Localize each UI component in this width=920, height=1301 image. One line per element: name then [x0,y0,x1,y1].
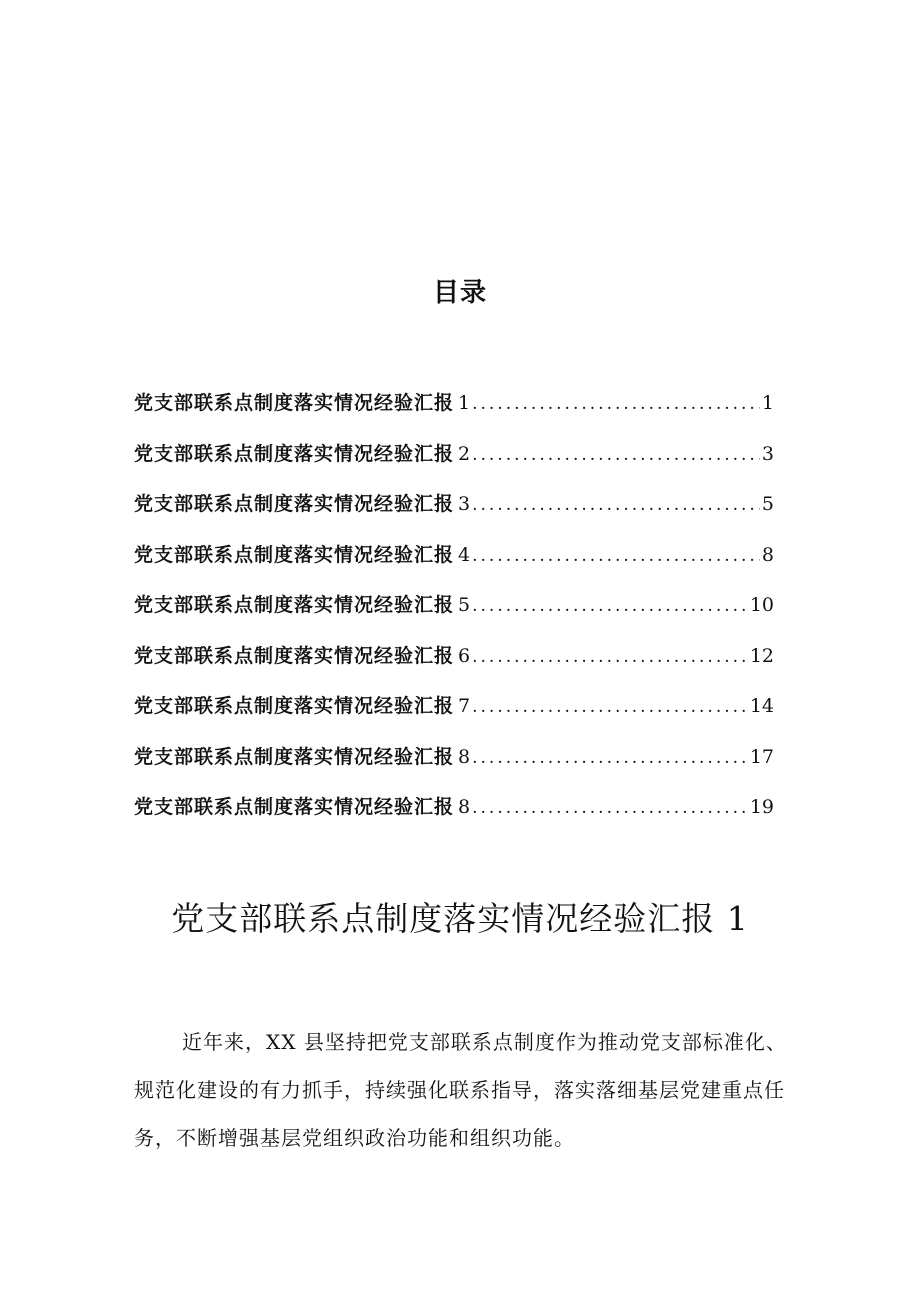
toc-item-number: 7 [458,695,471,717]
toc-item[interactable] [134,742,774,793]
toc-dot-leader [472,798,748,818]
toc-item-text: 党支部联系点制度落实情况经验汇报 [134,442,455,465]
body-paragraph: 近年来，XX 县坚持把党支部联系点制度作为推动党支部标准化、规范化建设的有力抓手，持续强化联系指导，落实落细基层党建重点任务，不断增强基层党组织政治功能和组织功能。 [134,1030,787,1150]
toc-page-number: 10 [749,594,774,616]
toc-page-number: 8 [761,543,774,566]
toc-page-number: 12 [749,644,774,667]
toc-page-number: 1 [761,392,774,414]
toc-item-text: 党支部联系点制度落实情况经验汇报 [134,745,455,768]
toc-item-text: 党支部联系点制度落实情况经验汇报 [134,796,455,818]
toc-item[interactable] [134,590,774,641]
toc-item-number: 8 [458,745,471,768]
toc-page-number: 3 [761,442,774,465]
toc-item-number: 8 [458,796,471,818]
toc-item-number: 1 [458,392,471,414]
toc-dot-leader [472,546,760,566]
toc-dot-leader [472,596,748,616]
document-title: 党支部联系点制度落实情况经验汇报 1 [171,899,749,938]
toc-dot-leader [472,445,760,465]
toc-item[interactable] [134,540,774,591]
toc-item-text: 党支部联系点制度落实情况经验汇报 [134,493,455,515]
toc-item-number: 6 [458,644,471,667]
toc-item-number: 3 [458,493,471,515]
toc-item-text: 党支部联系点制度落实情况经验汇报 [134,695,455,717]
toc-item[interactable] [134,388,774,439]
toc-item[interactable] [134,641,774,692]
toc-item[interactable] [134,439,774,490]
toc-dot-leader [472,647,748,667]
toc-item-text: 党支部联系点制度落实情况经验汇报 [134,392,455,414]
toc-item-number: 4 [458,543,471,566]
toc-item[interactable] [134,489,774,540]
toc-item[interactable] [134,792,774,843]
toc-item-number: 2 [458,442,471,465]
toc-page-number: 19 [749,796,774,818]
toc-page-number: 14 [749,695,774,717]
toc-list [134,388,774,843]
toc-item-text: 党支部联系点制度落实情况经验汇报 [134,543,455,566]
toc-item-text: 党支部联系点制度落实情况经验汇报 [134,594,455,616]
toc-dot-leader [472,748,748,768]
toc-dot-leader [472,697,748,717]
toc-page-number: 17 [749,745,774,768]
toc-page-number: 5 [761,493,774,515]
toc-item[interactable] [134,691,774,742]
toc-dot-leader [472,394,760,414]
toc-item-text: 党支部联系点制度落实情况经验汇报 [134,644,455,667]
toc-title: 目录 [432,278,487,308]
toc-dot-leader [472,495,760,515]
toc-item-number: 5 [458,594,471,616]
